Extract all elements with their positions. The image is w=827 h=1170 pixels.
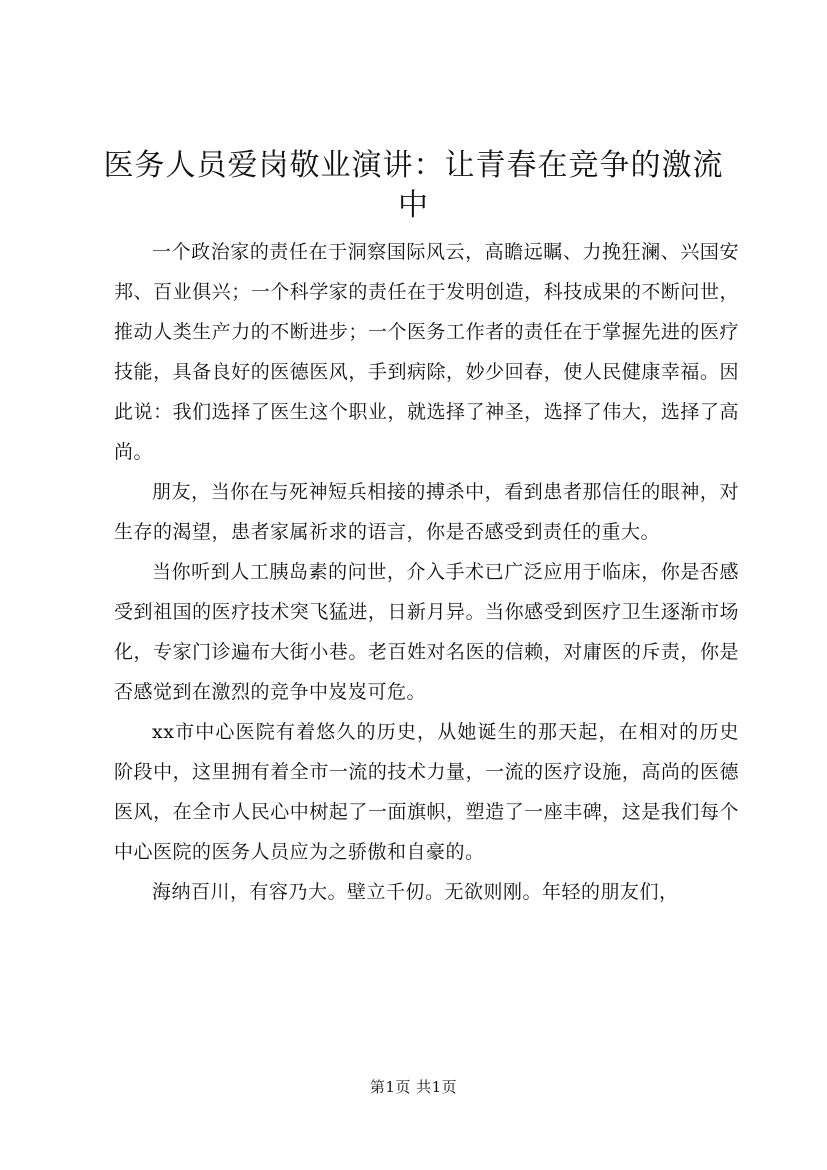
paragraph-5: 海纳百川，有容乃大。壁立千仞。无欲则刚。年轻的朋友们， — [152, 881, 679, 903]
paragraph-4: xx市中心医院有着悠久的历史，从她诞生的那天起，在相对的历史阶段中，这里拥有着全市一流的技术力量，一流的医疗设施，高尚的医德医风，在全市人民心中树起了一面旗帜，塑造了一座丰碑，这是我们每个中心医院的医务人员应为之骄傲和自豪的。 — [114, 721, 739, 863]
document-body — [114, 232, 739, 912]
paragraph-2: 朋友，当你在与死神短兵相接的搏杀中，看到患者那信任的眼神，对生存的渴望，患者家属祈求的语言，你是否感受到责任的重大。 — [114, 481, 739, 543]
page-footer: 第1页 共1页 — [369, 1078, 458, 1096]
paragraph-3: 当你听到人工胰岛素的问世，介入手术已广泛应用于临床，你是否感受到祖国的医疗技术突飞猛进，日新月异。当你感受到医疗卫生逐渐市场化，专家门诊遍布大街小巷。老百姓对名医的信赖，对庸医的斥责，你是否感觉到在激烈的竞争中岌岌可危。 — [114, 561, 739, 703]
document-title: 医务人员爱岗敬业演讲：让青春在竞争的激流中 — [103, 148, 724, 223]
paragraph-1: 一个政治家的责任在于洞察国际风云，高瞻远瞩、力挽狂澜、兴国安邦、百业俱兴；一个科学家的责任在于发明创造，科技成果的不断问世，推动人类生产力的不断进步；一个医务工作者的责任在于掌握先进的医疗技能，具备良好的医德医风，手到病除，妙少回春，使人民健康幸福。因此说：我们选择了医生这个职业，就选择了神圣，选择了伟大，选择了高尚。 — [114, 241, 739, 463]
